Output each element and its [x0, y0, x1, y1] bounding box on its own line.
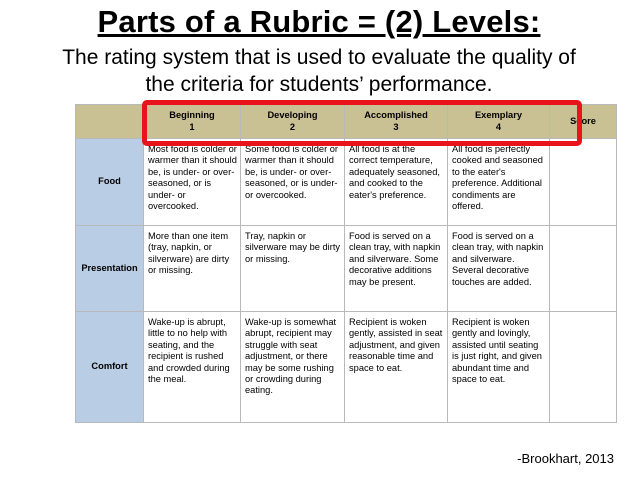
- rubric-row-presentation: [76, 226, 617, 312]
- rubric-cell: Food is served on a clean tray, with napkin and silverware. Some decorative additions may be present.: [345, 226, 448, 312]
- slide-subtitle: [0, 44, 638, 98]
- rubric-cell: Food is served on a clean tray, with napkin and silverware. Several decorative touches are added.: [448, 226, 550, 312]
- subtitle-line-1: The rating system that is used to evaluate the quality of: [62, 46, 576, 69]
- level-number: 3: [393, 121, 399, 132]
- level-number: 1: [189, 121, 195, 132]
- level-label: Accomplished: [364, 110, 428, 121]
- level-label: Developing: [267, 110, 318, 121]
- rubric-cell: Tray, napkin or silverware may be dirty or missing.: [241, 226, 345, 312]
- rubric-cell: Recipient is woken gently and lovingly, assisted until seating is just right, and given abundant time and space to eat.: [448, 312, 550, 423]
- level-number: 2: [289, 121, 296, 132]
- subtitle-line-2: the criteria for students’ performance.: [145, 73, 493, 96]
- level-label: Beginning: [169, 110, 215, 121]
- rubric-cell: Wake-up is abrupt, little to no help with seating, and the recipient is rushed and crowded during the meal.: [144, 312, 241, 423]
- criterion-food: Food: [76, 139, 144, 226]
- criterion-comfort: Comfort: [76, 312, 144, 423]
- levels-highlight-box: [142, 100, 582, 146]
- slide-title: Parts of a Rubric = (2) Levels:: [97, 4, 541, 39]
- rubric-table: [75, 104, 617, 423]
- rubric-cell: Recipient is woken gently, assisted in seat adjustment, and given reasonable time and space to eat.: [345, 312, 448, 423]
- rubric-cell: All food is at the correct temperature, adequately seasoned, and cooked to the eater's preference.: [345, 139, 448, 226]
- score-cell: [550, 226, 617, 312]
- score-cell: [550, 139, 617, 226]
- level-number: 4: [495, 121, 502, 132]
- score-cell: [550, 312, 617, 423]
- criterion-presentation: Presentation: [76, 226, 144, 312]
- rubric-cell: Wake-up is somewhat abrupt, recipient may struggle with seat adjustment, or there may be some rushing or crowding during eating.: [241, 312, 345, 423]
- rubric-cell: More than one item (tray, napkin, or silverware) are dirty or missing.: [144, 226, 241, 312]
- rubric-header-corner: [76, 105, 144, 139]
- rubric-row-comfort: [76, 312, 617, 423]
- rubric-cell: Some food is colder or warmer than it should be, is under- or over-seasoned, or is under- or overcooked.: [241, 139, 345, 226]
- rubric-cell: All food is perfectly cooked and seasoned to the eater's preference. Additional condiments are offered.: [448, 139, 550, 226]
- rubric-row-food: [76, 139, 617, 226]
- score-label: Score: [570, 115, 596, 126]
- rubric-cell: Most food is colder or warmer than it should be, is under- or over-seasoned, or is under- or overcooked.: [144, 139, 241, 226]
- level-label: Exemplary: [474, 110, 523, 121]
- citation: -Brookhart, 2013: [517, 451, 614, 466]
